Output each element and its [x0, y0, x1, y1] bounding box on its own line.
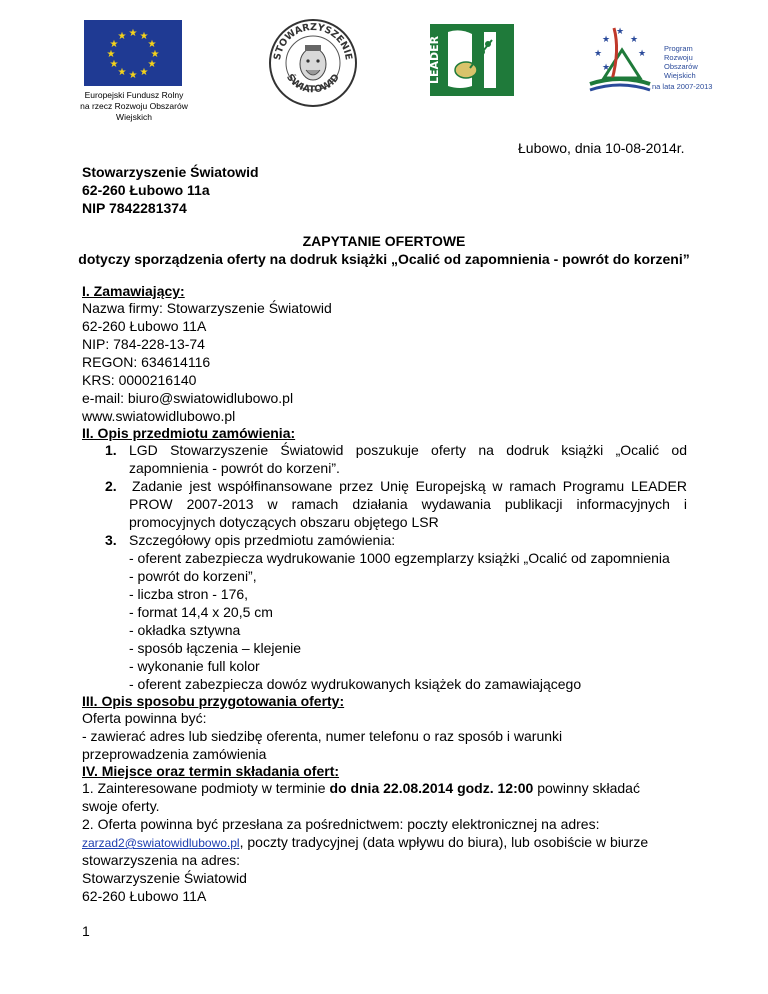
list-item-text: PROW 2007-2013 w ramach działania wydawania publikacji informacyjnych i	[129, 496, 687, 512]
section-heading: II. Opis przedmiotu zamówienia:	[82, 425, 296, 441]
list-number: 2.	[105, 478, 117, 494]
email-link[interactable]: zarzad2@swiatowidlubowo.pl	[82, 836, 240, 850]
deadline-intro: 1. Zainteresowane podmioty w terminie	[82, 780, 330, 796]
svg-text:★: ★	[117, 31, 127, 42]
list-number: 3.	[105, 532, 117, 548]
email-line-rest: , poczty tradycyjnej (data wpływu do biura), lub osobiście w biurze	[239, 834, 649, 850]
svg-text:★: ★	[615, 27, 625, 37]
section1-line: Nazwa firmy: Stowarzyszenie Światowid	[82, 300, 332, 316]
section3-line: Oferta powinna być:	[82, 710, 207, 726]
seal-bottom-text: ŚWIATOWID	[284, 72, 342, 96]
org-nip: NIP 7842281374	[82, 200, 187, 216]
section3-line: - zawierać adres lub siedzibę oferenta, numer telefonu o raz sposób i warunki	[82, 728, 563, 744]
seal-top-text: STOWARZYSZENIE	[272, 21, 354, 61]
list-item-text: zapomnienia - powrót do korzeni”.	[129, 460, 340, 476]
svg-text:★: ★	[106, 49, 116, 60]
section-heading: I. Zamawiający:	[82, 283, 185, 299]
svg-text:★: ★	[128, 70, 138, 81]
place-date: Łubowo, dnia 10-08-2014r.	[518, 140, 685, 156]
list-item-text: Zadanie jest współfinansowane przez Unię Europejską w ramach Programu LEADER	[132, 478, 687, 494]
svg-text:★: ★	[601, 35, 611, 45]
section4-line: stowarzyszenia na adres:	[82, 852, 240, 868]
section1-line: REGON: 634614116	[82, 354, 211, 370]
list-item-text: LGD Stowarzyszenie Światowid poszukuje oferty na dodruk książki „Ocalić od	[129, 442, 687, 458]
prow-text	[664, 44, 698, 80]
section1-line: 62-260 Łubowo 11A	[82, 318, 207, 334]
detail-line: - wykonanie full kolor	[129, 658, 260, 674]
document-subtitle: dotyczy sporządzenia oferty na dodruk książki „Ocalić od zapomnienia - powrót do korzeni”	[78, 251, 690, 267]
svg-text:★: ★	[128, 28, 138, 39]
section4-line: Stowarzyszenie Światowid	[82, 870, 247, 886]
svg-text:★: ★	[637, 49, 647, 59]
eu-caption-line: Wiejskich	[116, 112, 152, 122]
svg-text:★: ★	[139, 31, 149, 42]
detail-line: - sposób łączenia – klejenie	[129, 640, 301, 656]
prow-line: Obszarów	[664, 62, 698, 71]
svg-text:★: ★	[139, 67, 149, 78]
detail-line: - oferent zabezpiecza dowóz wydrukowanych książek do zamawiającego	[129, 676, 582, 692]
section-heading: IV. Miejsce oraz termin składania ofert:	[82, 763, 340, 779]
section4-line: swoje oferty.	[82, 798, 160, 814]
org-name: Stowarzyszenie Światowid	[82, 164, 259, 180]
leader-text: LEADER	[428, 35, 441, 84]
list-item-text: Szczegółowy opis przedmiotu zamówienia:	[129, 532, 396, 548]
section4-line: 2. Oferta powinna być przesłana za pośrednictwem: poczty elektronicznej na adres:	[82, 816, 600, 832]
seal-icon	[268, 18, 358, 108]
section-heading: III. Opis sposobu przygotowania oferty:	[82, 693, 345, 709]
list-item-text: promocyjnych dotyczących obszaru objętego LSR	[129, 514, 439, 530]
leader-logo	[430, 24, 514, 96]
svg-text:★: ★	[593, 49, 603, 59]
detail-line: - okładka sztywna	[129, 622, 241, 638]
eu-caption-line: na rzecz Rozwoju Obszarów	[80, 101, 188, 111]
leader-icon	[430, 24, 514, 96]
list-number: 1.	[105, 442, 117, 458]
svg-text:★: ★	[109, 39, 119, 50]
org-address: 62-260 Łubowo 11a	[82, 182, 210, 198]
prow-years: na lata 2007-2013	[652, 82, 713, 91]
svg-text:★: ★	[147, 39, 157, 50]
section4-paragraph1	[82, 779, 640, 797]
eu-caption-line: Europejski Fundusz Rolny	[84, 90, 184, 100]
section1-website-line: www.swiatowidlubowo.pl	[82, 408, 236, 424]
eu-caption	[78, 90, 190, 123]
prow-line: Rozwoju	[664, 53, 693, 62]
section1-line: NIP: 784-228-13-74	[82, 336, 205, 352]
document-title: ZAPYTANIE OFERTOWE	[302, 233, 466, 249]
deadline-date: do dnia 22.08.2014 godz. 12:00	[329, 780, 534, 796]
deadline-outro: powinny składać	[533, 780, 640, 796]
swiatowid-seal-logo	[268, 18, 358, 108]
prow-line: Program	[664, 44, 693, 53]
detail-line: - powrót do korzeni”,	[129, 568, 257, 584]
detail-line: - oferent zabezpiecza wydrukowanie 1000 egzemplarzy książki „Ocalić od zapomnienia	[129, 550, 670, 566]
section3-line: przeprowadzenia zamówienia	[82, 746, 267, 762]
prow-line: Wiejskich	[664, 71, 696, 80]
page-number: 1	[82, 923, 90, 939]
svg-text:★: ★	[109, 59, 119, 70]
eu-flag-icon	[84, 20, 182, 86]
eu-flag-logo	[84, 20, 182, 86]
svg-text:★: ★	[629, 35, 639, 45]
section1-line: KRS: 0000216140	[82, 372, 197, 388]
svg-text:★: ★	[117, 67, 127, 78]
detail-line: - format 14,4 x 20,5 cm	[129, 604, 273, 620]
svg-text:★: ★	[150, 49, 160, 60]
section1-email-line: e-mail: biuro@swiatowidlubowo.pl	[82, 390, 294, 406]
svg-text:★: ★	[601, 63, 611, 73]
detail-line: - liczba stron - 176,	[129, 586, 249, 602]
section4-line: 62-260 Łubowo 11A	[82, 888, 207, 904]
section4-email-line	[82, 833, 648, 852]
svg-text:★: ★	[147, 59, 157, 70]
